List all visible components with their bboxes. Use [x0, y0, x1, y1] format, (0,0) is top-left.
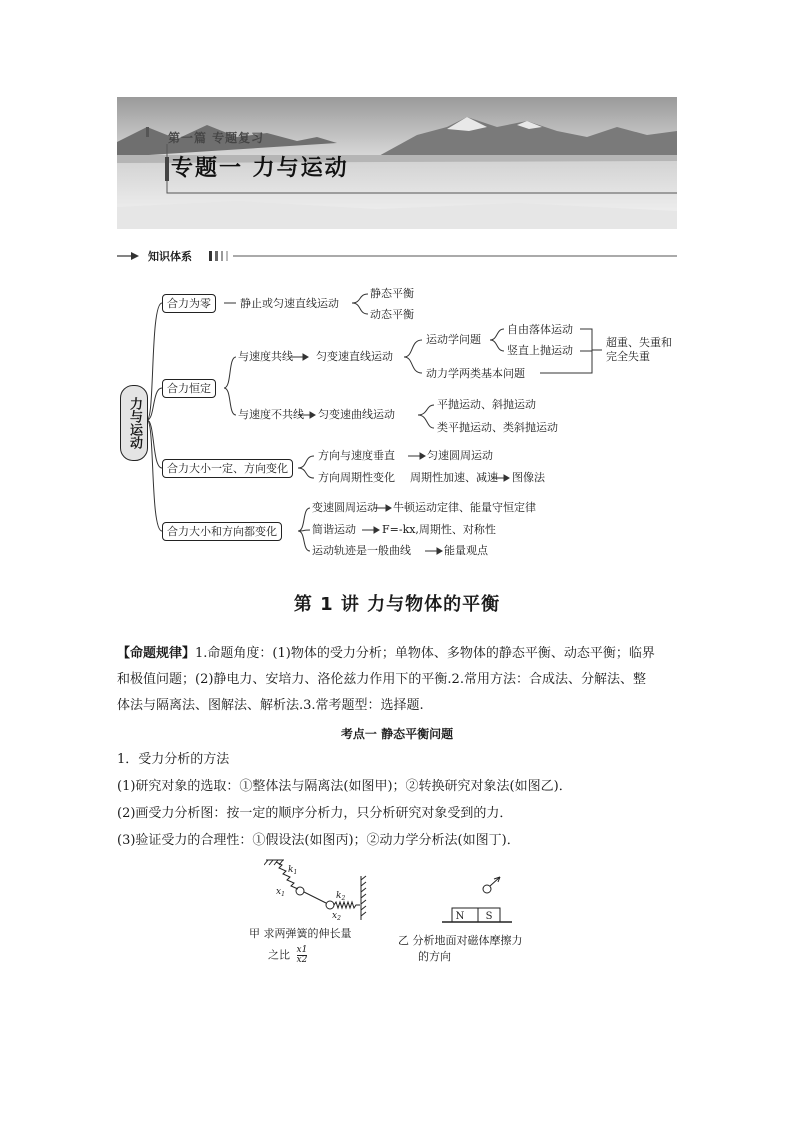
b4-newton-energy: 牛顿运动定律、能量守恒定律	[393, 501, 536, 514]
magnet-north: N	[455, 911, 465, 922]
rule-text-1: 1.命题角度：(1)物体的受力分析；单物体、多物体的静态平衡、动态平衡；临界	[195, 646, 655, 661]
rule-tag: 【命题规律】	[117, 646, 196, 661]
label-k1: $k_1$	[288, 865, 298, 876]
mindmap-root	[120, 385, 148, 461]
rule-text-2: 和极值问题；(2)静电力、安培力、洛伦兹力作用下的平衡.2.常用方法：合成法、分解法、整	[117, 672, 646, 687]
section-label: 知识体系	[148, 250, 192, 263]
b1-dynamic-equilibrium: 动态平衡	[370, 308, 414, 321]
b2-uniform-linear: 匀变速直线运动	[316, 350, 393, 363]
para-2: (1)研究对象的选取：①整体法与隔离法(如图甲)；②转换研究对象法(如图乙)．	[117, 779, 572, 794]
key-point-title: 考点一 静态平衡问题	[340, 727, 454, 741]
fraction-numerator: x1	[296, 945, 308, 955]
figure-2-caption-line1: 乙 分析地面对磁体摩擦力	[398, 934, 523, 947]
label-k2: $k_2$	[336, 891, 346, 902]
branch-constant-net-force: 合力恒定	[162, 379, 216, 398]
b3-graph-method: 图像法	[512, 471, 545, 484]
b2-kinematics: 运动学问题	[426, 333, 481, 346]
branch-varying-magnitude-and-direction: 合力大小和方向都变化	[162, 522, 282, 541]
b4-variable-circular: 变速圆周运动	[312, 501, 378, 514]
figure-1-caption-line1: 甲 求两弹簧的伸长量	[249, 927, 352, 940]
para-3: (2)画受力分析图：按一定的顺序分析力，只分析研究对象受到的力．	[117, 806, 513, 821]
figure-1-ratio-fraction	[297, 946, 308, 965]
figure-2-caption-line2: 的方向	[418, 950, 451, 963]
fraction-denominator: x2	[296, 955, 308, 965]
label-x2: $x_2$	[332, 911, 341, 922]
b2-quasi-projectile: 类平抛运动、类斜抛运动	[437, 421, 558, 434]
b2-collinear: 与速度共线	[238, 350, 293, 363]
branch-zero-net-force: 合力为零	[162, 294, 216, 313]
magnet-south: S	[485, 911, 493, 922]
lesson-title: 第 1 讲 力与物体的平衡	[293, 594, 501, 615]
mindmap-root-label: 力与运动	[127, 397, 142, 449]
banner-title: 专题一 力与运动	[171, 156, 349, 181]
figure-1-caption-ratio-label: 之比	[268, 948, 290, 962]
para-4: (3)验证受力的合理性：①假设法(如图丙)；②动力学分析法(如图丁)．	[117, 833, 520, 848]
label-x1: $x_1$	[276, 887, 285, 898]
b4-general-curve: 运动轨迹是一般曲线	[312, 544, 411, 557]
b2-non-collinear: 与速度不共线	[238, 408, 304, 421]
b1-static-equilibrium: 静态平衡	[370, 287, 414, 300]
b3-periodic-accel: 周期性加速、减速	[410, 471, 498, 484]
para-1: 1．受力分析的方法	[117, 752, 230, 767]
b2-projectile: 平抛运动、斜抛运动	[437, 398, 536, 411]
rule-text-3: 体法与隔离法、图解法、解析法.3.常考题型：选择题.	[117, 698, 424, 713]
b3-periodic-direction: 方向周期性变化	[318, 471, 395, 484]
b2-vertical-throw: 竖直上抛运动	[507, 344, 573, 357]
figure-magnet	[438, 872, 516, 926]
b4-energy-view: 能量观点	[444, 544, 488, 557]
b2-weight-states: 超重、失重和完全失重	[606, 336, 672, 363]
branch-constant-magnitude-varying-direction: 合力大小一定、方向变化	[162, 459, 293, 478]
b2-free-fall: 自由落体运动	[507, 323, 573, 336]
figure-spring-system	[264, 858, 374, 922]
b4-shm: 简谐运动	[312, 523, 356, 536]
b3-uniform-circular: 匀速圆周运动	[427, 449, 493, 462]
b1-state: 静止或匀速直线运动	[240, 297, 339, 310]
b2-dynamics-problems: 动力学两类基本问题	[426, 367, 525, 380]
rule-line-1	[117, 641, 679, 667]
b3-perpendicular: 方向与速度垂直	[318, 449, 395, 462]
b2-uniform-curvilinear: 匀变速曲线运动	[318, 408, 395, 421]
figure-1-caption-line2	[268, 946, 307, 965]
b4-shm-law: F=-kx,周期性、对称性	[382, 523, 496, 536]
banner-subtitle: 第一篇 专题复习	[168, 131, 265, 145]
